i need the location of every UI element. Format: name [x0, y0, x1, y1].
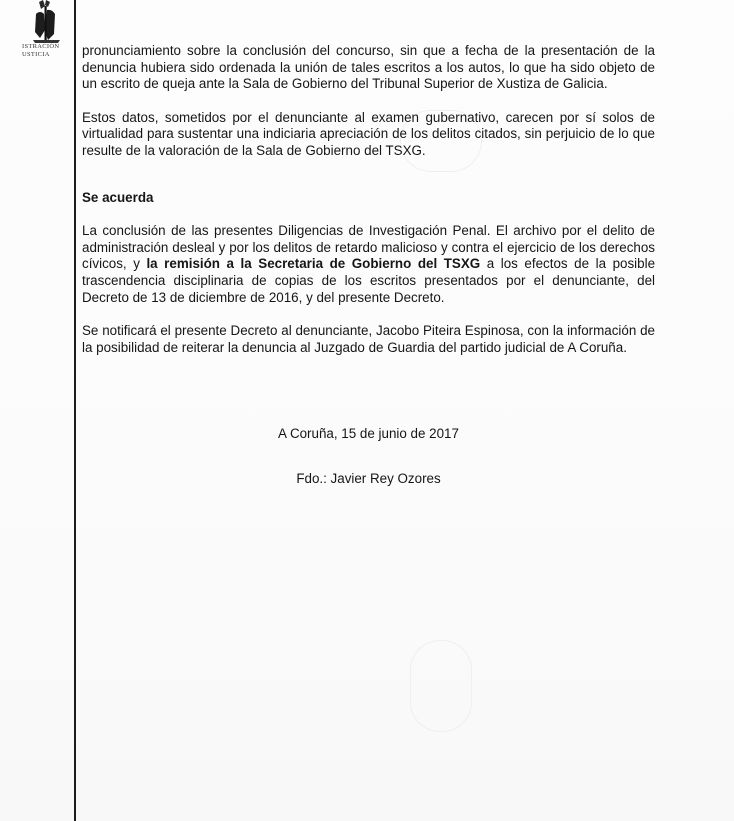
place-and-date: A Coruña, 15 de junio de 2017: [278, 426, 459, 441]
logo-caption-line2: USTICIA: [22, 51, 50, 58]
bleed-through-mark: [410, 640, 472, 732]
document-body: [82, 43, 655, 356]
paragraph-1: pronunciamiento sobre la conclusión del concurso, sin que a fecha de la presentación de la denuncia hubiera sido ordenada la unión de tales escritos a los autos, lo que ha sido objeto de un escrito de queja ante la Sala de Gobierno del Tribunal Superior de Xustiza de Galicia.: [82, 43, 655, 92]
coat-of-arms-icon: [30, 0, 64, 44]
paragraph-3: [82, 223, 655, 306]
paragraph-3-bold: la remisión a la Secretaria de Gobierno del TSXG: [146, 256, 481, 272]
logo-caption: [22, 43, 72, 59]
paragraph-4: Se notificará el presente Decreto al denunciante, Jacobo Piteira Espinosa, con la información de la posibilidad de reiterar la denuncia al Juzgado de Guardia del partido judicial de A Coruña.: [82, 323, 655, 355]
paragraph-3-text-b: a los efectos de la posible trascendencia disciplinaria de copias de los escritos presentados por el denunciante, del Decreto de 13 de diciembre de 2016, y del presente Decreto.: [82, 256, 656, 305]
logo-caption-line1: ISTRACIÓN: [22, 43, 60, 50]
section-heading: Se acuerda: [82, 189, 154, 205]
margin-rule: [74, 0, 76, 821]
paragraph-2: Estos datos, sometidos por el denunciante al examen gubernativo, carecen por sí solos de virtualidad para sustentar una indiciaria apreciación de los delitos citados, sin perjuicio de lo que resulte de la valoración de la Sala de Gobierno del TSXG.: [82, 109, 655, 158]
signature-line: Fdo.: Javier Rey Ozores: [296, 471, 441, 486]
paragraph-3-text-a: La conclusión de las presentes Diligencias de Investigación Penal. El archivo por el delito de administración desleal y por los delitos de retardo malicioso y contra el ejercicio de los derechos cívicos, y: [82, 223, 655, 272]
